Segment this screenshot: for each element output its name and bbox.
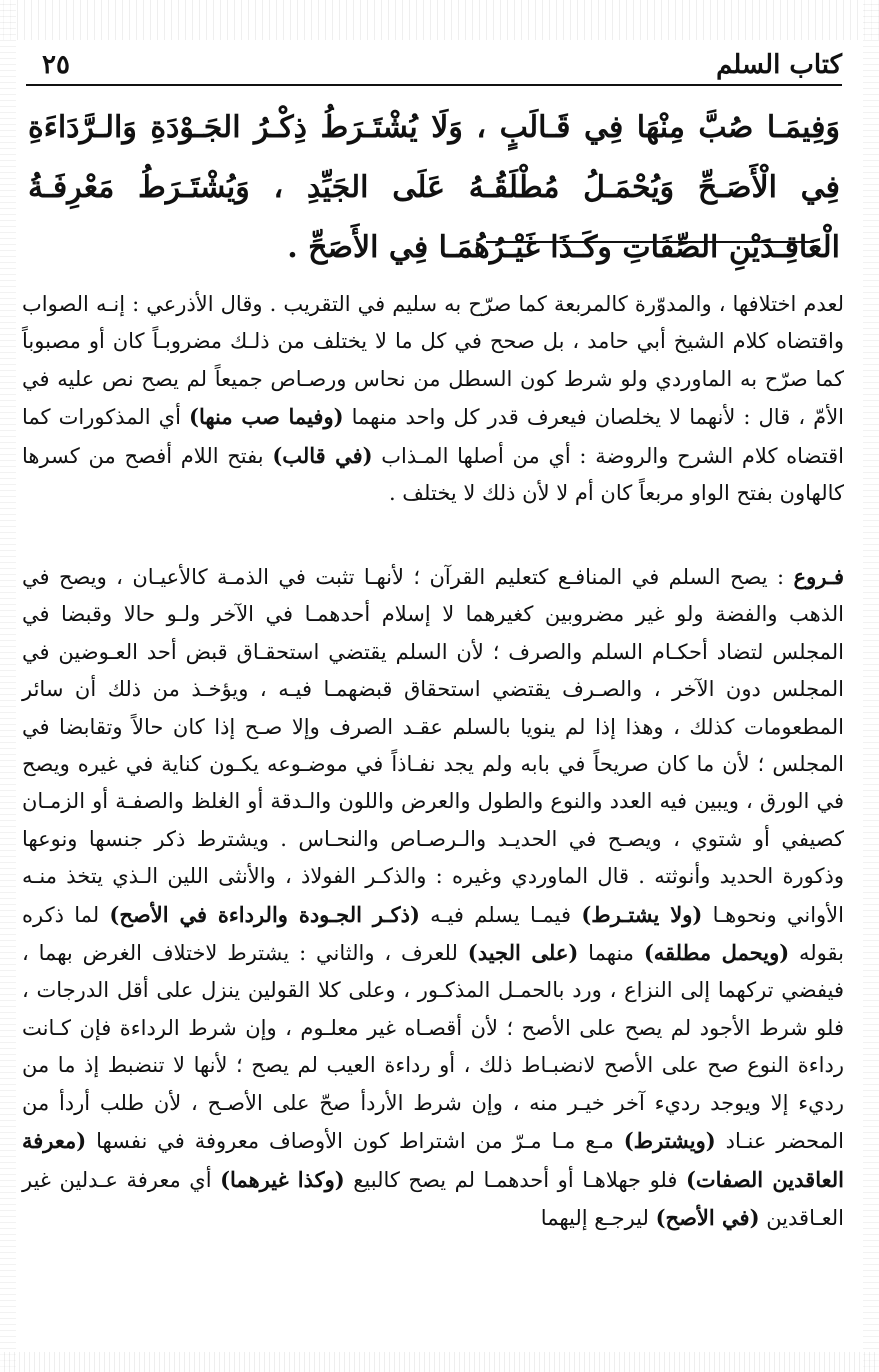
page-number: ٢٥ bbox=[42, 50, 70, 80]
commentary-text: أي معرفة عـدلين غير العـاقدين bbox=[22, 1167, 844, 1230]
commentary-text: للعرف ، والثاني : يشترط لاختلاف الغرض بهما ، فيفضي تركهما إلى النزاع ، ورد بالحمـل المذكـور ، وعلى كلا القولين ينزل على أقل الدرجات ، فلو شرط الأجود لم يصح على الأصح ؛ لأن أقصـاه غير معلـوم ، وإن شرط الرداءة فإن كـانت رداءة النوع صح على الأصح لانضبـاط ذلك ، أو رداءة العيب لم يصح ؛ لأنها لا تنضبط إذ ما من رديء إلا ويوجد رديء آخر خيـر منه ، وإن شرط الأردأ صحّ على الأصـح ، لأن طلب أردأ من المحضر عنـاد bbox=[22, 941, 844, 1154]
commentary-block-2 bbox=[22, 558, 844, 1237]
commentary-text: فيمـا يسلم فيـه bbox=[419, 902, 582, 927]
commentary-block-1 bbox=[22, 286, 844, 512]
quoted-matn: (على الجيد) bbox=[467, 940, 579, 966]
quoted-matn: (في الأصح) bbox=[655, 1204, 760, 1230]
quoted-matn: (وفيما صب منها) bbox=[189, 404, 344, 430]
scan-noise-top bbox=[0, 0, 879, 40]
commentary-text: بفتح اللام أفصح من كسرها كالهاون بفتح الواو مربعاً كان أم لا لأن ذلك لا يختلف . bbox=[22, 443, 844, 506]
scan-noise-right bbox=[863, 0, 879, 1372]
commentary-text: ليرجـع إليهما bbox=[540, 1205, 656, 1230]
quoted-matn: (في قالب) bbox=[272, 442, 373, 468]
commentary-text: منهما bbox=[578, 941, 644, 966]
commentary-text: فلو جهلاهـا أو أحدهمـا لم يصح كالبيع bbox=[344, 1167, 686, 1192]
scan-noise-left bbox=[0, 0, 16, 1372]
section-separator bbox=[486, 241, 814, 243]
commentary-text: مـع مـا مـرّ من اشتراط كون الأوصاف معروفة في نفسها bbox=[86, 1129, 624, 1154]
commentary-paragraph bbox=[22, 286, 844, 512]
quoted-matn: (ولا يشتـرط) bbox=[581, 901, 703, 927]
book-title: كتاب السلم bbox=[716, 50, 842, 80]
commentary-text: : يصح السلم في المنافـع كتعليم القرآن ؛ لأنهـا تثبت في الذمـة كالأعيـان ، ويصح في الذهب والفضة ولو غير مضروبين كغيرهما لا إسلام أحدهمـا في الآخر ولـو حالا وقبضا في المجلس لتضاد أحكـام السلم والصرف ؛ لأن السلم يقتضي استحقـاق قبض أحد العـوضين في المجلس دون الآخر ، والصـرف يقتضي استحقاق قبضهمـا فيـه ، ويؤخـذ من ذلك أن سائر المطعومات كذلك ، وهذا إذا لم ينويا بالسلم عقـد الصرف وإلا صـح إذا كان حالاً وتقابضا في المجلس ؛ لأن ما كان صريحاً في بابه ولم يجد نفـاذاً في موضـوعه يكـون كناية في غيره ويصح في الورق ، ويبين فيه العدد والنوع والطول والعرض واللون والـدقة أو الغلظ والصفـة أو الزمـان كصيفي أو شتوي ، ويصـح في الحديـد والـرصـاص والنحـاس . ويشترط ذكر جنسها ونوعها وذكورة الحديد وأنوثته . قال الماوردي وغيره : والذكـر الفولاذ ، والأنثى اللين الـذي يتخذ منـه الأواني ونحوهـا bbox=[22, 565, 844, 927]
commentary-text: أي المذكورات كما اقتضاه كلام الشرح والروضة : أي من أصلها المـذاب bbox=[22, 405, 844, 468]
quoted-matn: (ذكـر الجـودة والرداءة في الأصح) bbox=[109, 901, 420, 927]
quoted-matn: (وكذا غيرهما) bbox=[220, 1166, 345, 1192]
quoted-matn: (ويحمل مطلقه) bbox=[643, 940, 790, 966]
commentary-paragraph bbox=[22, 558, 844, 1237]
section-lead-word: فـروع bbox=[793, 564, 844, 589]
commentary-text: لما ذكره بقوله bbox=[22, 902, 844, 966]
scan-noise-bottom bbox=[0, 1352, 879, 1372]
quoted-matn: (معرفة العاقدين الصفات) bbox=[22, 1128, 844, 1192]
quoted-matn: (ويشترط) bbox=[623, 1128, 716, 1154]
page-header bbox=[26, 38, 842, 86]
commentary-text: لعدم اختلافها ، والمدوّرة كالمربعة كما صرّح به سليم في التقريب . وقال الأذرعي : إنـه الصواب واقتضاه كلام الشيخ أبي حامد ، بل صحح في كل ما لا يختلف من ذلـك مضروبـاً كان أو مصبوباً كما صرّح به الماوردي ولو شرط كون السطل من نحاس ورصـاص جميعاً لم يصح نص عليه في الأمّ ، قال : لأنهما لا يخلصان فيعرف قدر كل واحد منهما bbox=[22, 292, 844, 430]
matn-text: وَفِيمَـا صُبَّ مِنْهَا فِي قَـالَبٍ ، وَلَا يُشْتَـرَطُ ذِكْـرُ الجَـوْدَةِ وَالـرَّدَاءَةِ فِي الْأَصَـحِّ وَيُحْمَـلُ مُطْلَقُـهُ عَلَى الجَيِّدِ ، وَيُشْتَـرَطُ مَعْرِفَـةُ الْعَاقِـدَيْنِ الصِّفَاتِ وكَـذَا غَيْـرُهُمَـا فِي الأَصَحِّ . bbox=[28, 110, 840, 265]
